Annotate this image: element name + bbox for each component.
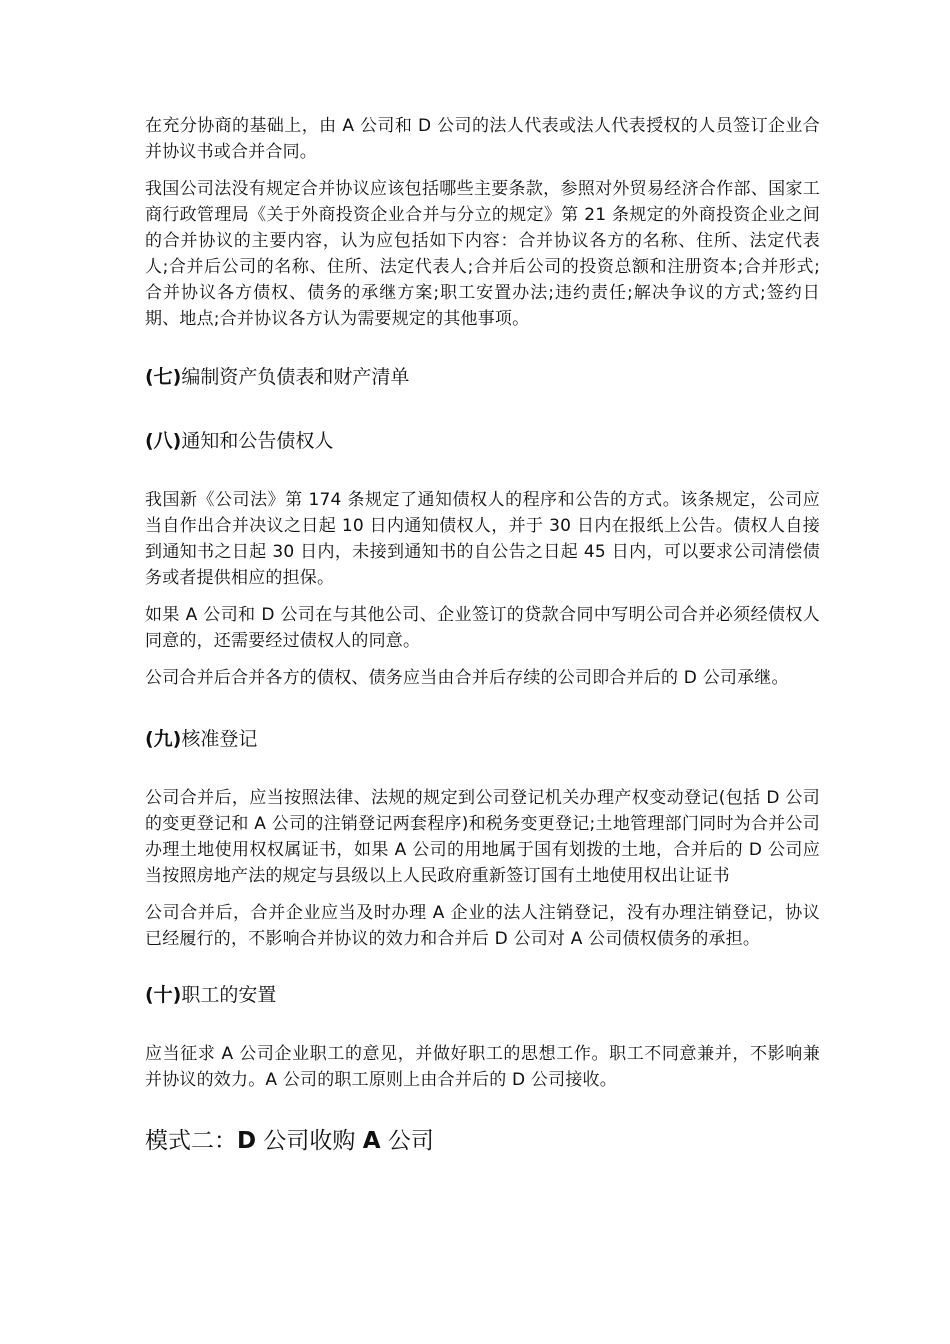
- section-number-9: (九): [145, 728, 182, 750]
- mode-title-company-a: A: [362, 1128, 381, 1154]
- paragraph-creditor-notice: 我国新《公司法》第 174 条规定了通知债权人的程序和公告的方式。该条规定，公司应当自作出合并决议之日起 10 日内通知债权人，并于 30 日内在报纸上公告。债权人自接到通知书之日起 30 日内，未接到通知书的自公告之日起 45 日内，可以要求公司清偿债务或者提供相应的担保。: [145, 490, 820, 588]
- section-number-8: (八): [145, 430, 182, 452]
- section-heading-9: [145, 725, 820, 753]
- section-title-8: 通知和公告债权人: [181, 430, 334, 452]
- paragraph-deregistration: 公司合并后，合并企业应当及时办理 A 企业的法人注销登记，没有办理注销登记，协议已经履行的，不影响合并协议的效力和合并后 D 公司对 A 公司债权债务的承担。: [145, 903, 820, 949]
- mode-title-middle: 公司收购: [256, 1128, 363, 1154]
- section-title-10: 职工的安置: [181, 984, 277, 1006]
- section-number-10: (十): [145, 984, 182, 1006]
- section-number-7: (七): [145, 366, 182, 388]
- section-heading-7: [145, 363, 820, 391]
- section-title-9: 核准登记: [181, 728, 258, 750]
- paragraph-registration: 公司合并后，应当按照法律、法规的规定到公司登记机关办理产权变动登记(包括 D 公司的变更登记和 A 公司的注销登记两套程序)和税务变更登记;土地管理部门同时为合并公司办理土地使用权权属证书，如果 A 公司的用地属于国有划拨的土地，合并后的 D 公司应当按照房地产法的规定与县级以上人民政府重新签订国有土地使用权出让证书: [145, 788, 820, 886]
- paragraph-staff-placement: 应当征求 A 公司企业职工的意见，并做好职工的思想工作。职工不同意兼并，不影响兼并协议的效力。A 公司的职工原则上由合并后的 D 公司接收。: [145, 1044, 820, 1090]
- document-body: [145, 113, 820, 1176]
- mode-title-company-d: D: [237, 1128, 257, 1154]
- paragraph-debt-succession: 公司合并后合并各方的债权、债务应当由合并后存续的公司即合并后的 D 公司承继。: [145, 668, 789, 688]
- paragraph-creditor-consent: 如果 A 公司和 D 公司在与其他公司、企业签订的贷款合同中写明公司合并必须经债权人同意的，还需要经过债权人的同意。: [145, 605, 820, 651]
- mode-title-prefix: 模式二：: [145, 1128, 237, 1154]
- paragraph-agreement-contents: 我国公司法没有规定合并协议应该包括哪些主要条款，参照对外贸易经济合作部、国家工商行政管理局《关于外商投资企业合并与分立的规定》第 21 条规定的外商投资企业之间的合并协议的主要内容，认为应包括如下内容：合并协议各方的名称、住所、法定代表人;合并后公司的名称、住所、法定代表人;合并后公司的投资总额和注册资本;合并形式;合并协议各方债权、债务的承继方案;职工安置办法;违约责任;解决争议的方式;签约日期、地点;合并协议各方认为需要规定的其他事项。: [145, 179, 820, 329]
- paragraph-merger-contract: 在充分协商的基础上，由 A 公司和 D 公司的法人代表或法人代表授权的人员签订企业合并协议书或合并合同。: [145, 116, 820, 162]
- mode-title-suffix: 公司: [380, 1128, 434, 1154]
- section-heading-10: [145, 981, 820, 1009]
- section-heading-8: [145, 427, 820, 455]
- mode-two-title: [145, 1125, 820, 1157]
- section-title-7: 编制资产负债表和财产清单: [181, 366, 410, 388]
